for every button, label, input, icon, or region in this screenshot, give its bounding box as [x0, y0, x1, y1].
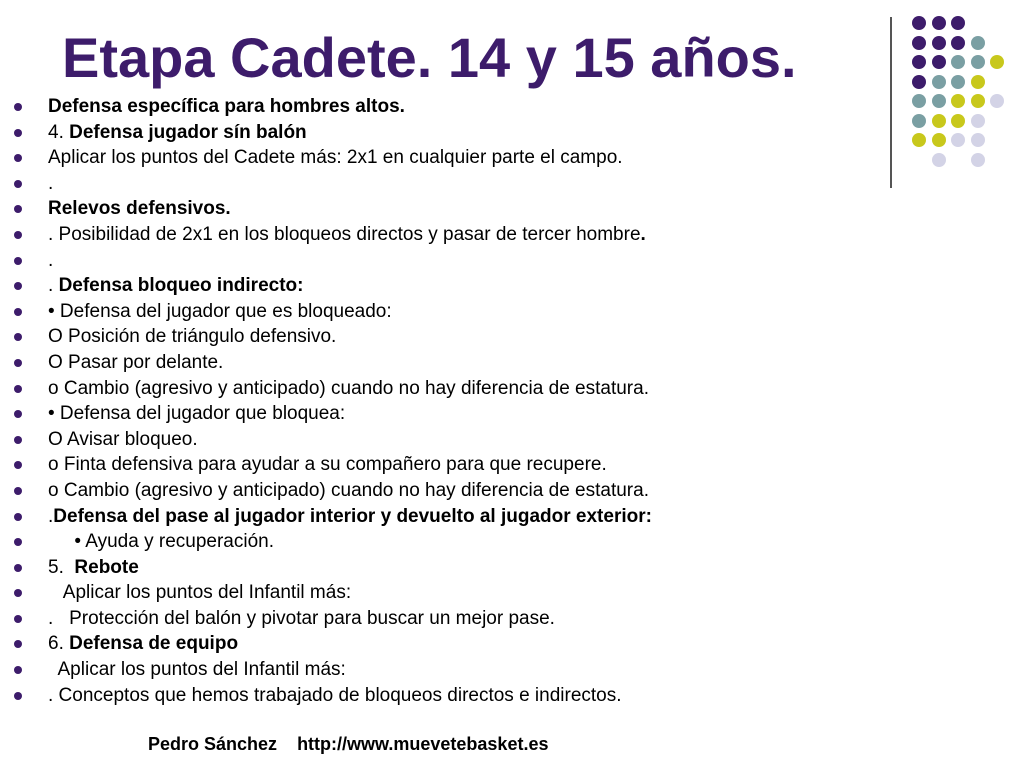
- bullet-marker-icon: [14, 257, 22, 265]
- bullet-item: [0, 376, 1024, 402]
- bullet-text: O Pasar por delante.: [48, 351, 224, 373]
- bullet-item: [0, 529, 1024, 555]
- bullet-item: [0, 631, 1024, 657]
- decorative-dot-teal: [971, 36, 985, 50]
- bullet-item: [0, 248, 1024, 274]
- bullet-text: . Posibilidad de 2x1 en los bloqueos directos y pasar de tercer hombre: [48, 223, 641, 245]
- bullet-marker-icon: [14, 231, 22, 239]
- bullet-bold-text: Defensa jugador sín balón: [69, 121, 307, 143]
- bullet-list: [0, 94, 1024, 708]
- bullet-item: [0, 504, 1024, 530]
- bullet-marker-icon: [14, 154, 22, 162]
- bullet-marker-icon: [14, 436, 22, 444]
- bullet-text: o Finta defensiva para ayudar a su compañero para que recupere.: [48, 454, 607, 476]
- bullet-marker-icon: [14, 487, 22, 495]
- bullet-marker-icon: [14, 640, 22, 648]
- bullet-marker-icon: [14, 589, 22, 597]
- bullet-item: [0, 657, 1024, 683]
- decorative-dot-purple: [912, 55, 926, 69]
- bullet-bold-text: Defensa del pase al jugador interior y devuelto al jugador exterior:: [53, 505, 652, 527]
- decorative-dot-yellow: [990, 55, 1004, 69]
- bullet-item: [0, 299, 1024, 325]
- bullet-text: . Protección del balón y pivotar para buscar un mejor pase.: [48, 607, 555, 629]
- bullet-item: [0, 145, 1024, 171]
- bullet-bold-text: .: [640, 223, 646, 245]
- bullet-item: [0, 222, 1024, 248]
- bullet-text: O Avisar bloqueo.: [48, 428, 198, 450]
- bullet-marker-icon: [14, 461, 22, 469]
- bullet-text: .: [48, 505, 54, 527]
- decorative-dot-purple: [951, 36, 965, 50]
- bullet-text: Aplicar los puntos del Infantil más:: [48, 582, 352, 604]
- bullet-text: • Ayuda y recuperación.: [48, 531, 274, 553]
- bullet-marker-icon: [14, 205, 22, 213]
- bullet-item: [0, 683, 1024, 709]
- bullet-marker-icon: [14, 308, 22, 316]
- bullet-item: [0, 196, 1024, 222]
- bullet-text: o Cambio (agresivo y anticipado) cuando no hay diferencia de estatura.: [48, 377, 649, 399]
- bullet-text: 4.: [48, 121, 70, 143]
- bullet-text: 6.: [48, 633, 70, 655]
- bullet-text: O Posición de triángulo defensivo.: [48, 326, 337, 348]
- footer-author: Pedro Sánchez: [148, 734, 278, 754]
- bullet-item: [0, 606, 1024, 632]
- bullet-marker-icon: [14, 666, 22, 674]
- bullet-bold-text: Defensa de equipo: [69, 633, 239, 655]
- bullet-item: [0, 427, 1024, 453]
- bullet-text: .: [48, 249, 54, 271]
- bullet-text: Aplicar los puntos del Infantil más:: [48, 659, 346, 681]
- bullet-item: [0, 452, 1024, 478]
- bullet-item: [0, 120, 1024, 146]
- decorative-dot-purple: [951, 16, 965, 30]
- bullet-text: Aplicar los puntos del Cadete más: 2x1 en cualquier parte el campo.: [48, 147, 623, 169]
- decorative-dot-purple: [932, 36, 946, 50]
- bullet-text: .: [48, 275, 59, 297]
- decorative-dot-teal: [951, 75, 965, 89]
- bullet-marker-icon: [14, 333, 22, 341]
- bullet-text: • Defensa del jugador que bloquea:: [48, 403, 346, 425]
- bullet-item: [0, 324, 1024, 350]
- slide-title: Etapa Cadete. 14 y 15 años.: [62, 26, 797, 89]
- decorative-dot-teal: [951, 55, 965, 69]
- bullet-marker-icon: [14, 282, 22, 290]
- decorative-dot-purple: [932, 55, 946, 69]
- bullet-item: [0, 580, 1024, 606]
- bullet-item: [0, 478, 1024, 504]
- bullet-item: [0, 171, 1024, 197]
- bullet-marker-icon: [14, 615, 22, 623]
- bullet-text: • Defensa del jugador que es bloqueado:: [48, 300, 392, 322]
- decorative-dot-teal: [971, 55, 985, 69]
- bullet-bold-text: Rebote: [74, 556, 139, 578]
- decorative-dot-purple: [912, 16, 926, 30]
- decorative-dot-purple: [932, 16, 946, 30]
- slide-footer: [148, 731, 548, 757]
- decorative-dot-purple: [912, 75, 926, 89]
- bullet-text: . Conceptos que hemos trabajado de bloqueos directos e indirectos.: [48, 684, 622, 706]
- bullet-text: o Cambio (agresivo y anticipado) cuando no hay diferencia de estatura.: [48, 479, 649, 501]
- bullet-marker-icon: [14, 359, 22, 367]
- bullet-marker-icon: [14, 692, 22, 700]
- bullet-item: [0, 350, 1024, 376]
- bullet-marker-icon: [14, 385, 22, 393]
- bullet-marker-icon: [14, 538, 22, 546]
- bullet-marker-icon: [14, 103, 22, 111]
- bullet-bold-text: Defensa bloqueo indirecto:: [58, 275, 304, 297]
- bullet-item: [0, 555, 1024, 581]
- decorative-dot-purple: [912, 36, 926, 50]
- bullet-text: .: [48, 172, 54, 194]
- decorative-dot-yellow: [971, 75, 985, 89]
- decorative-dot-teal: [932, 75, 946, 89]
- bullet-bold-text: Relevos defensivos.: [48, 198, 231, 220]
- bullet-marker-icon: [14, 180, 22, 188]
- bullet-bold-text: Defensa específica para hombres altos.: [48, 96, 405, 117]
- bullet-text: 5.: [48, 556, 75, 578]
- bullet-marker-icon: [14, 129, 22, 137]
- bullet-marker-icon: [14, 410, 22, 418]
- bullet-item: [0, 273, 1024, 299]
- bullet-item: [0, 401, 1024, 427]
- footer-url: http://www.muevetebasket.es: [297, 734, 549, 754]
- bullet-item: [0, 94, 1024, 120]
- bullet-marker-icon: [14, 564, 22, 572]
- bullet-marker-icon: [14, 513, 22, 521]
